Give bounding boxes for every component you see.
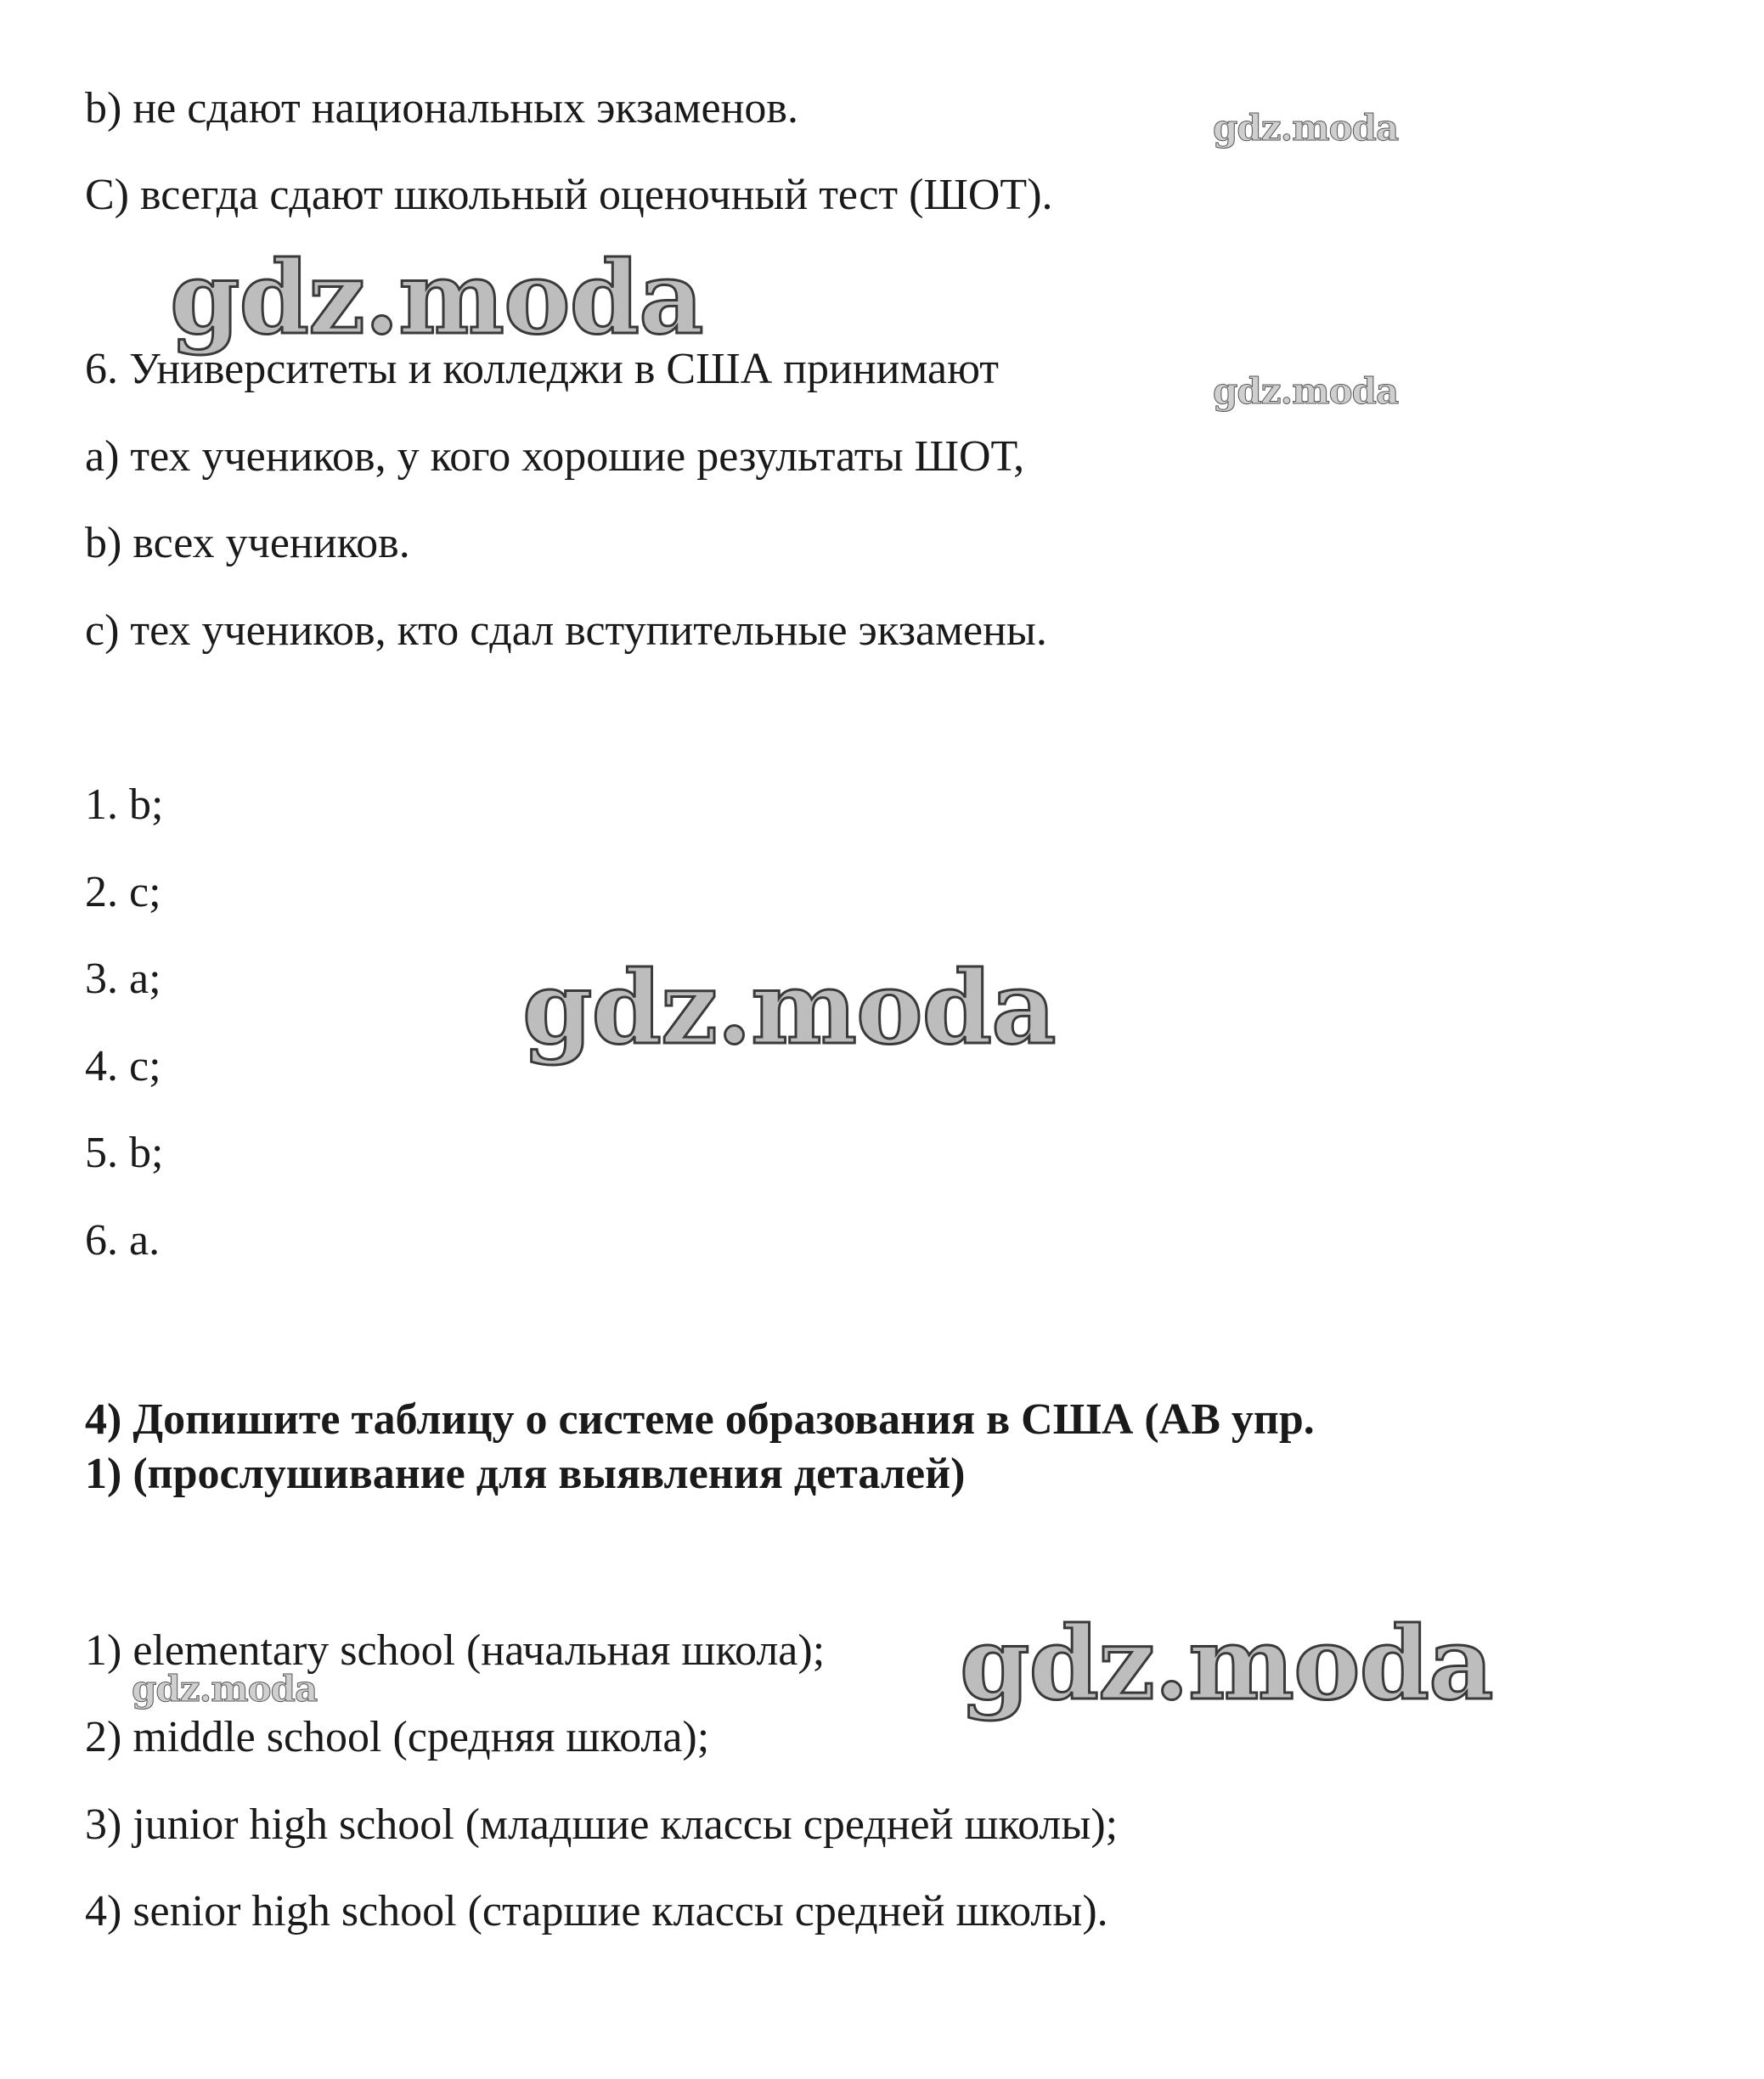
- q6-option-b: b) всех учеников.: [85, 519, 410, 567]
- q6-stem: 6. Университеты и колледжи в США принимают: [85, 345, 999, 393]
- watermark: gdz.moda: [522, 949, 1056, 1067]
- q5-option-c: C) всегда сдают школьный оценочный тест (ШОТ).: [85, 171, 1053, 219]
- answer-item: 1. b;: [85, 780, 164, 829]
- q5-option-b: b) не сдают национальных экзаменов.: [85, 84, 798, 132]
- watermark: gdz.moda: [1213, 107, 1399, 149]
- watermark: gdz.moda: [170, 239, 703, 357]
- task4-heading-line2: 1) (прослушивание для выявления деталей): [85, 1450, 966, 1498]
- answer-item: 5. b;: [85, 1129, 164, 1177]
- q6-option-a: a) тех учеников, у кого хорошие результаты ШОТ,: [85, 432, 1025, 481]
- q6-option-c: c) тех учеников, кто сдал вступительные экзамены.: [85, 606, 1047, 655]
- school-item: 2) middle school (средняя школа);: [85, 1713, 710, 1761]
- school-item: 4) senior high school (старшие классы средней школы).: [85, 1887, 1108, 1935]
- watermark: gdz.moda: [960, 1604, 1493, 1722]
- school-item: 3) junior high school (младшие классы средней школы);: [85, 1800, 1119, 1849]
- watermark: gdz.moda: [132, 1668, 318, 1710]
- school-item: 1) elementary school (начальная школа);: [85, 1626, 826, 1675]
- task4-heading-line1: 4) Допишите таблицу о системе образования в США (АВ упр.: [85, 1395, 1315, 1444]
- answer-item: 4. c;: [85, 1042, 161, 1090]
- watermark: gdz.moda: [1213, 370, 1399, 412]
- answer-item: 2. c;: [85, 868, 161, 916]
- answer-item: 6. a.: [85, 1216, 161, 1265]
- answer-item: 3. a;: [85, 955, 161, 1003]
